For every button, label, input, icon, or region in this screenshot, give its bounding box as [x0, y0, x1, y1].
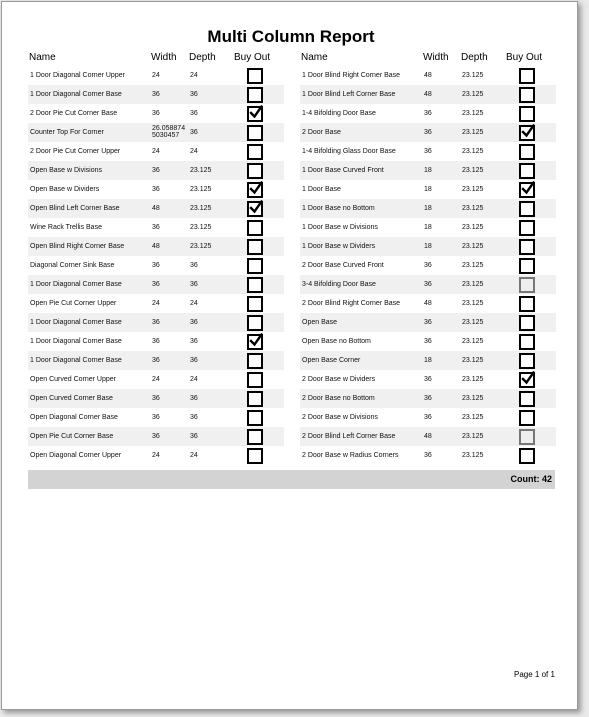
right-column — [300, 66, 556, 465]
header-width-right: Width — [423, 52, 449, 63]
cabinet-width: 36 — [152, 319, 160, 326]
cabinet-name: 1 Door Diagonal Corner Base — [30, 357, 122, 364]
cabinet-name: Open Diagonal Corner Base — [30, 414, 118, 421]
buy-out-checkbox[interactable] — [247, 182, 263, 198]
cabinet-width: 36 — [424, 414, 432, 421]
buy-out-checkbox[interactable] — [247, 125, 263, 141]
cabinet-width: 18 — [424, 186, 432, 193]
cabinet-depth: 36 — [190, 281, 198, 288]
buy-out-checkbox[interactable] — [247, 220, 263, 236]
checkmark-icon — [248, 180, 264, 196]
cabinet-depth: 23.125 — [462, 224, 484, 231]
cabinet-name: Open Curved Corner Upper — [30, 376, 116, 383]
buy-out-checkbox[interactable] — [247, 296, 263, 312]
buy-out-checkbox[interactable] — [519, 239, 535, 255]
header-depth-right: Depth — [461, 52, 488, 63]
cabinet-depth: 36 — [190, 110, 198, 117]
buy-out-checkbox[interactable] — [519, 353, 535, 369]
left-column — [28, 66, 284, 465]
cabinet-name: Wine Rack Trellis Base — [30, 224, 102, 231]
cabinet-width: 48 — [152, 205, 160, 212]
cabinet-width: 36 — [424, 148, 432, 155]
cabinet-width: 36 — [152, 186, 160, 193]
cabinet-name: 1 Door Diagonal Corner Base — [30, 281, 122, 288]
cabinet-name: 1 Door Base w Dividers — [302, 243, 376, 250]
buy-out-checkbox[interactable] — [519, 144, 535, 160]
cabinet-name: 1 Door Base Curved Front — [302, 167, 384, 174]
table-row — [300, 389, 556, 408]
cabinet-depth: 36 — [190, 433, 198, 440]
cabinet-depth: 36 — [190, 319, 198, 326]
cabinet-width: 18 — [424, 243, 432, 250]
cabinet-depth: 23.125 — [462, 433, 484, 440]
table-row — [28, 370, 284, 389]
cabinet-depth: 23.125 — [462, 357, 484, 364]
table-row — [300, 408, 556, 427]
buy-out-checkbox[interactable] — [519, 163, 535, 179]
buy-out-checkbox[interactable] — [519, 296, 535, 312]
cabinet-name: 1 Door Diagonal Corner Base — [30, 91, 122, 98]
cabinet-width: 18 — [424, 357, 432, 364]
table-row — [300, 294, 556, 313]
table-row — [300, 332, 556, 351]
cabinet-width: 36 — [152, 91, 160, 98]
table-row — [300, 142, 556, 161]
cabinet-width: 36 — [152, 110, 160, 117]
cabinet-depth: 23.125 — [190, 224, 212, 231]
cabinet-width: 36 — [152, 167, 160, 174]
cabinet-width: 48 — [424, 72, 432, 79]
cabinet-width: 18 — [424, 205, 432, 212]
cabinet-name: 2 Door Blind Right Corner Base — [302, 300, 401, 307]
buy-out-checkbox[interactable] — [519, 429, 535, 445]
cabinet-width: 36 — [424, 262, 432, 269]
cabinet-name: Open Curved Corner Base — [30, 395, 113, 402]
cabinet-name: Open Base Corner — [302, 357, 361, 364]
cabinet-depth: 24 — [190, 376, 198, 383]
cabinet-name: Counter Top For Corner — [30, 129, 104, 136]
table-row — [28, 66, 284, 85]
buy-out-checkbox[interactable] — [247, 258, 263, 274]
cabinet-name: 2 Door Base no Bottom — [302, 395, 375, 402]
cabinet-depth: 36 — [190, 91, 198, 98]
cabinet-name: Open Base no Bottom — [302, 338, 371, 345]
buy-out-checkbox[interactable] — [519, 125, 535, 141]
cabinet-name: 1-4 Bifolding Door Base — [302, 110, 376, 117]
table-row — [28, 199, 284, 218]
cabinet-name: 1 Door Blind Left Corner Base — [302, 91, 396, 98]
cabinet-width: 36 — [152, 357, 160, 364]
cabinet-width: 24 — [152, 452, 160, 459]
cabinet-depth: 23.125 — [462, 110, 484, 117]
table-row — [28, 275, 284, 294]
cabinet-depth: 23.125 — [462, 300, 484, 307]
cabinet-depth: 23.125 — [462, 319, 484, 326]
cabinet-depth: 23.125 — [462, 414, 484, 421]
cabinet-name: Open Base — [302, 319, 338, 326]
cabinet-name: 2 Door Blind Left Corner Base — [302, 433, 396, 440]
table-row — [28, 104, 284, 123]
cabinet-width: 24 — [152, 72, 160, 79]
table-row — [300, 446, 556, 465]
cabinet-width: 24 — [152, 376, 160, 383]
buy-out-checkbox[interactable] — [519, 372, 535, 388]
cabinet-depth: 36 — [190, 129, 198, 136]
cabinet-width: 36 — [424, 452, 432, 459]
buy-out-checkbox[interactable] — [247, 410, 263, 426]
cabinet-name: 2 Door Pie Cut Corner Upper — [30, 148, 121, 155]
cabinet-width: 36 — [152, 338, 160, 345]
buy-out-checkbox[interactable] — [519, 182, 535, 198]
cabinet-name: Open Pie Cut Corner Upper — [30, 300, 117, 307]
cabinet-name: 2 Door Base w Radius Corners — [302, 452, 399, 459]
cabinet-depth: 23.125 — [462, 281, 484, 288]
cabinet-width: 48 — [424, 433, 432, 440]
cabinet-name: 2 Door Base Curved Front — [302, 262, 384, 269]
report-page — [1, 1, 578, 710]
buy-out-checkbox[interactable] — [519, 258, 535, 274]
buy-out-checkbox[interactable] — [247, 315, 263, 331]
table-row — [300, 427, 556, 446]
buy-out-checkbox[interactable] — [519, 68, 535, 84]
table-row — [300, 237, 556, 256]
table-row — [28, 180, 284, 199]
buy-out-checkbox[interactable] — [247, 353, 263, 369]
header-name-right: Name — [301, 52, 328, 63]
cabinet-depth: 23.125 — [462, 452, 484, 459]
cabinet-name: Open Pie Cut Corner Base — [30, 433, 114, 440]
cabinet-name: Diagonal Corner Sink Base — [30, 262, 115, 269]
cabinet-depth: 23.125 — [462, 148, 484, 155]
checkmark-icon — [248, 104, 264, 120]
cabinet-name: 1-4 Bifolding Glass Door Base — [302, 148, 396, 155]
cabinet-width: 24 — [152, 300, 160, 307]
table-row — [300, 123, 556, 142]
table-row — [28, 142, 284, 161]
cabinet-name: 1 Door Diagonal Corner Base — [30, 319, 122, 326]
cabinet-width: 36 — [424, 110, 432, 117]
table-row — [300, 104, 556, 123]
cabinet-width: 48 — [424, 91, 432, 98]
table-row — [28, 85, 284, 104]
buy-out-checkbox[interactable] — [519, 220, 535, 236]
table-row — [28, 237, 284, 256]
header-depth-left: Depth — [189, 52, 216, 63]
cabinet-width: 36 — [152, 414, 160, 421]
cabinet-width: 36 — [152, 224, 160, 231]
table-row — [300, 275, 556, 294]
buy-out-checkbox[interactable] — [247, 239, 263, 255]
buy-out-checkbox[interactable] — [247, 277, 263, 293]
cabinet-width: 36 — [152, 433, 160, 440]
buy-out-checkbox[interactable] — [519, 448, 535, 464]
cabinet-depth: 36 — [190, 262, 198, 269]
buy-out-checkbox[interactable] — [247, 87, 263, 103]
cabinet-name: 1 Door Diagonal Corner Upper — [30, 72, 125, 79]
table-row — [28, 218, 284, 237]
header-buyout-right: Buy Out — [506, 52, 543, 63]
cabinet-name: Open Diagonal Corner Upper — [30, 452, 122, 459]
header-width-left: Width — [151, 52, 177, 63]
cabinet-width: 18 — [424, 224, 432, 231]
buy-out-checkbox[interactable] — [519, 201, 535, 217]
table-row — [300, 370, 556, 389]
cabinet-width: 26.058874 5030457 — [152, 125, 186, 139]
cabinet-width: 36 — [152, 281, 160, 288]
buy-out-checkbox[interactable] — [247, 429, 263, 445]
table-row — [28, 351, 284, 370]
buy-out-checkbox[interactable] — [247, 68, 263, 84]
cabinet-width: 36 — [152, 395, 160, 402]
cabinet-depth: 23.125 — [462, 167, 484, 174]
header-name-left: Name — [29, 52, 56, 63]
table-row — [300, 85, 556, 104]
summary-bar — [28, 470, 555, 489]
cabinet-depth: 23.125 — [462, 376, 484, 383]
buy-out-checkbox[interactable] — [247, 106, 263, 122]
cabinet-width: 36 — [424, 338, 432, 345]
checkmark-icon — [520, 180, 536, 196]
table-row — [300, 161, 556, 180]
header-buyout-left: Buy Out — [234, 52, 271, 63]
cabinet-depth: 24 — [190, 72, 198, 79]
cabinet-depth: 23.125 — [462, 338, 484, 345]
record-count: Count: 42 — [510, 474, 552, 484]
cabinet-name: 1 Door Base — [302, 186, 341, 193]
cabinet-width: 36 — [424, 319, 432, 326]
cabinet-name: 3-4 Bifolding Door Base — [302, 281, 376, 288]
checkmark-icon — [520, 370, 536, 386]
table-row — [300, 199, 556, 218]
buy-out-checkbox[interactable] — [247, 334, 263, 350]
table-row — [28, 332, 284, 351]
cabinet-depth: 23.125 — [462, 72, 484, 79]
buy-out-checkbox[interactable] — [247, 201, 263, 217]
cabinet-depth: 36 — [190, 414, 198, 421]
cabinet-depth: 24 — [190, 300, 198, 307]
table-row — [28, 427, 284, 446]
buy-out-checkbox[interactable] — [519, 315, 535, 331]
table-row — [28, 294, 284, 313]
cabinet-width: 48 — [152, 243, 160, 250]
cabinet-name: Open Base w Divisions — [30, 167, 102, 174]
report-title: Multi Column Report — [207, 27, 375, 46]
cabinet-name: Open Blind Left Corner Base — [30, 205, 120, 212]
cabinet-depth: 23.125 — [462, 205, 484, 212]
cabinet-depth: 36 — [190, 357, 198, 364]
buy-out-checkbox[interactable] — [247, 391, 263, 407]
buy-out-checkbox[interactable] — [519, 334, 535, 350]
cabinet-name: 2 Door Base w Divisions — [302, 414, 378, 421]
cabinet-width: 48 — [424, 300, 432, 307]
checkmark-icon — [248, 332, 264, 348]
table-row — [300, 218, 556, 237]
cabinet-name: Open Blind Right Corner Base — [30, 243, 125, 250]
buy-out-checkbox[interactable] — [519, 106, 535, 122]
cabinet-width: 18 — [424, 167, 432, 174]
checkmark-icon — [520, 123, 536, 139]
cabinet-depth: 36 — [190, 338, 198, 345]
table-row — [300, 313, 556, 332]
cabinet-width: 36 — [424, 129, 432, 136]
cabinet-depth: 23.125 — [462, 243, 484, 250]
buy-out-checkbox[interactable] — [247, 448, 263, 464]
table-row — [300, 351, 556, 370]
buy-out-checkbox[interactable] — [519, 277, 535, 293]
buy-out-checkbox[interactable] — [247, 144, 263, 160]
table-row — [28, 313, 284, 332]
checkmark-icon — [248, 199, 264, 215]
table-row — [28, 408, 284, 427]
cabinet-width: 36 — [424, 281, 432, 288]
cabinet-name: Open Base w Dividers — [30, 186, 100, 193]
table-row — [300, 256, 556, 275]
cabinet-width: 36 — [424, 395, 432, 402]
buy-out-checkbox[interactable] — [247, 163, 263, 179]
table-row — [300, 66, 556, 85]
buy-out-checkbox[interactable] — [247, 372, 263, 388]
table-row — [28, 161, 284, 180]
cabinet-depth: 36 — [190, 395, 198, 402]
cabinet-depth: 23.125 — [190, 205, 212, 212]
table-row — [28, 389, 284, 408]
cabinet-width: 36 — [152, 262, 160, 269]
cabinet-depth: 23.125 — [462, 395, 484, 402]
cabinet-name: 2 Door Pie Cut Corner Base — [30, 110, 118, 117]
cabinet-width: 36 — [424, 376, 432, 383]
cabinet-name: 2 Door Base — [302, 129, 341, 136]
cabinet-depth: 23.125 — [190, 167, 212, 174]
cabinet-depth: 24 — [190, 452, 198, 459]
buy-out-checkbox[interactable] — [519, 410, 535, 426]
cabinet-depth: 23.125 — [462, 186, 484, 193]
cabinet-depth: 23.125 — [190, 186, 212, 193]
table-row — [28, 123, 284, 142]
table-row — [300, 180, 556, 199]
cabinet-depth: 23.125 — [462, 91, 484, 98]
cabinet-name: 1 Door Blind Right Corner Base — [302, 72, 401, 79]
table-row — [28, 446, 284, 465]
cabinet-depth: 23.125 — [190, 243, 212, 250]
page-number: Page 1 of 1 — [514, 670, 555, 679]
cabinet-name: 1 Door Diagonal Corner Base — [30, 338, 122, 345]
cabinet-width: 24 — [152, 148, 160, 155]
buy-out-checkbox[interactable] — [519, 87, 535, 103]
cabinet-name: 1 Door Base w Divisions — [302, 224, 378, 231]
cabinet-name: 1 Door Base no Bottom — [302, 205, 375, 212]
cabinet-depth: 24 — [190, 148, 198, 155]
cabinet-depth: 23.125 — [462, 129, 484, 136]
cabinet-name: 2 Door Base w Dividers — [302, 376, 376, 383]
buy-out-checkbox[interactable] — [519, 391, 535, 407]
table-row — [28, 256, 284, 275]
cabinet-depth: 23.125 — [462, 262, 484, 269]
